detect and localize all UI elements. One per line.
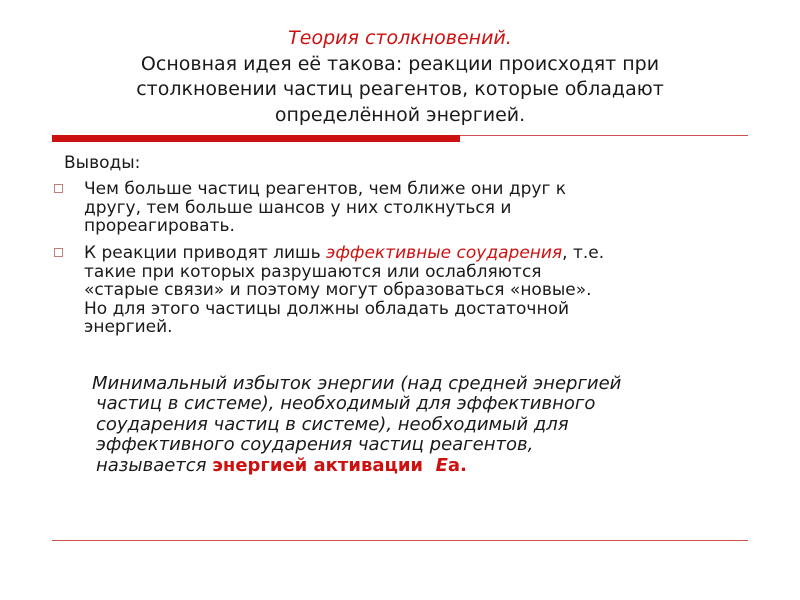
bullet-2-line-3: «старые связи» и поэтому могут образоваться «новые». xyxy=(84,280,592,301)
definition-line-1-text: Минимальный избыток энергии (над средней энергией xyxy=(92,373,622,394)
activation-energy-symbol-suffix: а. xyxy=(447,454,467,476)
subtitle-line-1: Основная идея её такова: реакции происходят при xyxy=(140,52,660,75)
bullet-2-line-2: такие при которых разрушаются или ослабляются xyxy=(84,261,542,282)
bottom-divider xyxy=(52,540,748,541)
bullet-2-line-4: Но для этого частицы должны обладать достаточной xyxy=(84,298,570,319)
divider-thin-segment xyxy=(460,135,748,136)
bullet-2-line-1 xyxy=(84,244,734,263)
bullet-item-2 xyxy=(54,244,734,337)
bullet-1-line-2: другу, тем больше шансов у них столкнуться и xyxy=(84,197,512,218)
definition-line-5 xyxy=(96,456,756,476)
subtitle-line-3: определённой энергией. xyxy=(274,103,526,126)
definition-line-1 xyxy=(92,374,756,394)
definition-line-4: эффективного соударения частиц реагентов, xyxy=(96,434,534,456)
activation-energy-symbol: Е xyxy=(435,454,448,476)
square-bullet-icon xyxy=(54,184,63,193)
conclusions-label: Выводы: xyxy=(64,153,141,173)
slide-title: Теория столкновений. xyxy=(288,27,512,49)
definition-line-3: соударения частиц в системе), необходимый для xyxy=(96,413,569,435)
title-block xyxy=(60,26,740,128)
bullet-2-text-before: К реакции приводят лишь xyxy=(84,243,327,263)
activation-energy-term: энергией активации xyxy=(212,454,424,476)
bullet-2-text-after: , т.е. xyxy=(562,243,605,263)
effective-collisions-highlight: эффективные соударения xyxy=(326,243,563,263)
definition-prefix: называется xyxy=(96,454,213,476)
definition-line-2: частиц в системе), необходимый для эффективного xyxy=(96,393,596,415)
title-divider xyxy=(52,133,748,141)
bullet-1-line-3: прореагировать. xyxy=(84,216,235,237)
square-bullet-icon xyxy=(54,248,63,257)
activation-energy-definition xyxy=(92,373,756,476)
bullet-item-1 xyxy=(54,180,734,236)
divider-thick-segment xyxy=(52,135,460,142)
bullet-2-line-5: энергией. xyxy=(84,317,173,338)
subtitle-line-2: столкновении частиц реагентов, которые обладают xyxy=(136,78,664,100)
bullet-1-line-1: Чем больше частиц реагентов, чем ближе они друг к xyxy=(84,179,567,199)
